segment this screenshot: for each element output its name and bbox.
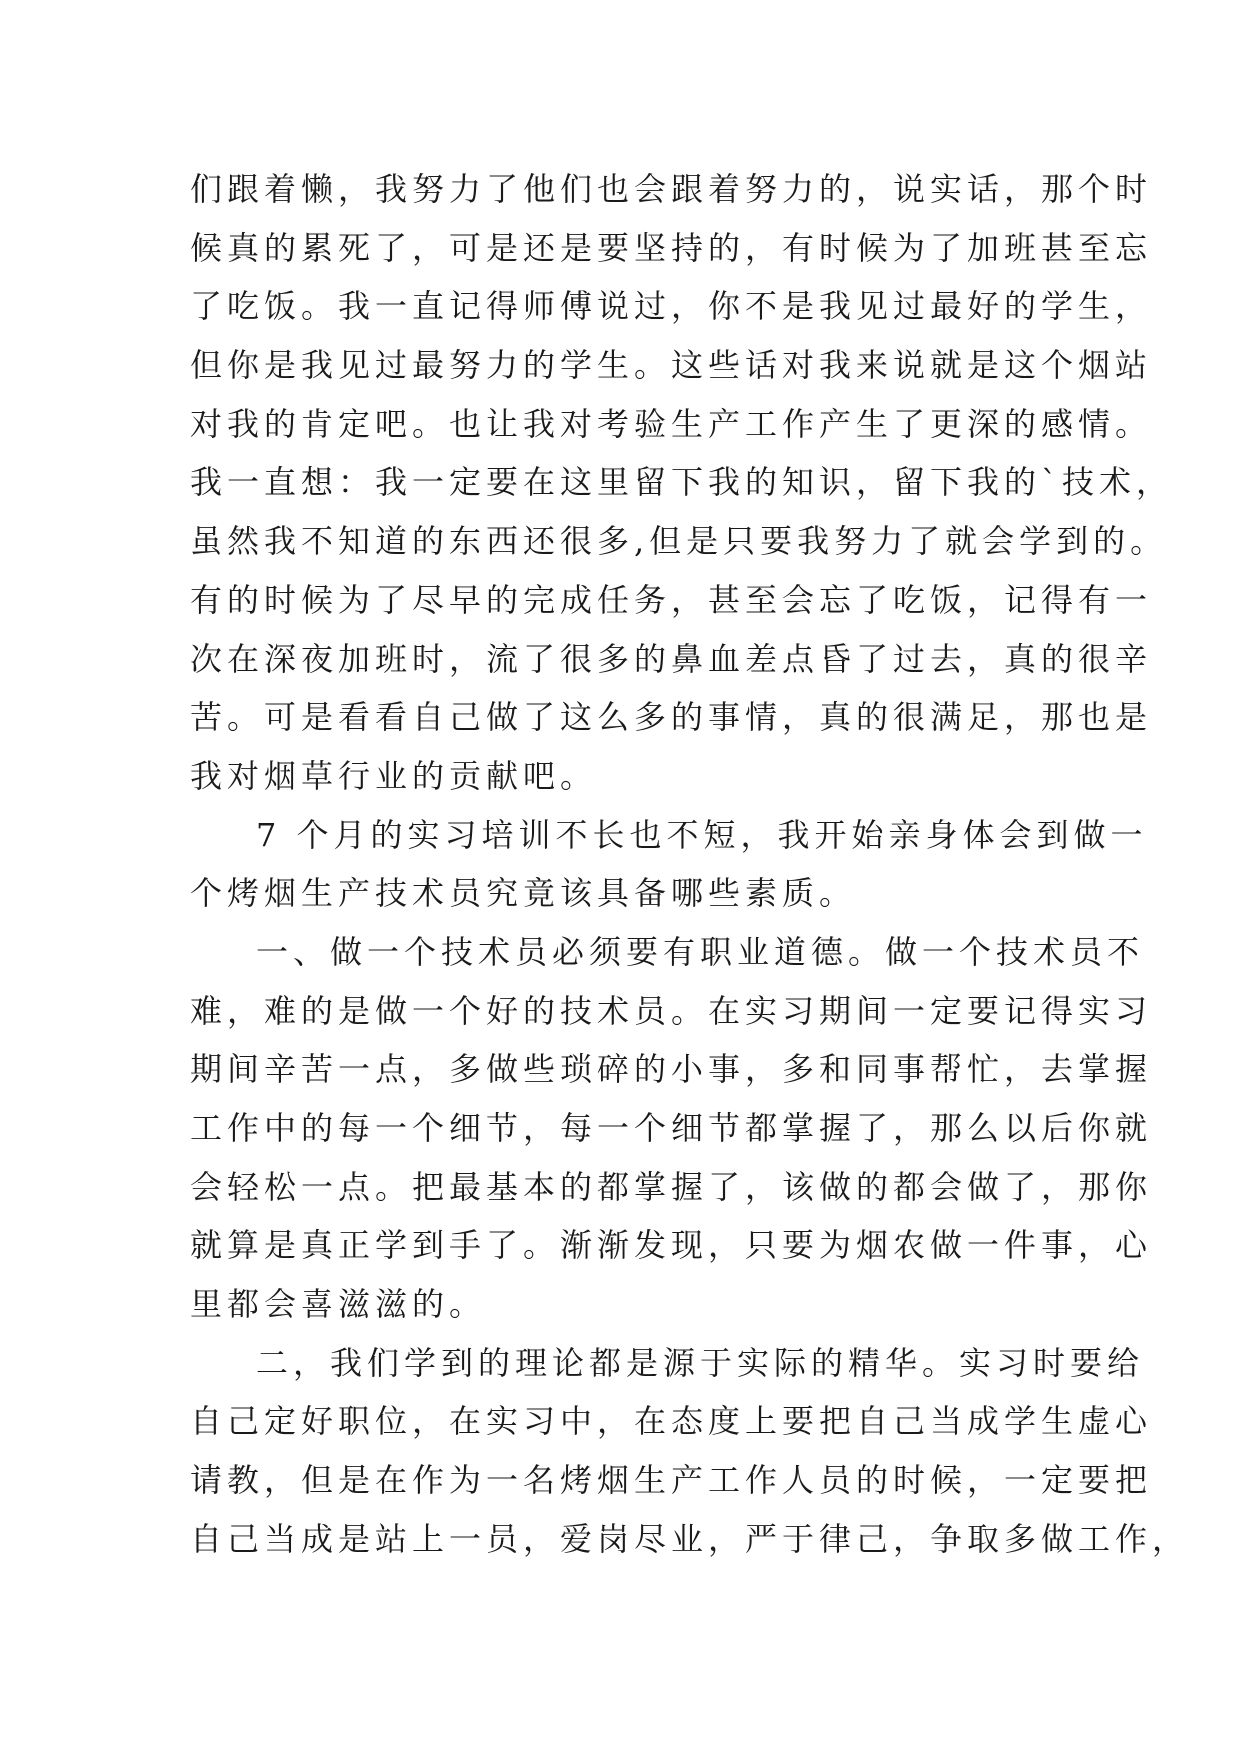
text-line: 自己定好职位，在实习中，在态度上要把自己当成学生虚心 [190, 1402, 1153, 1441]
text-line: 了吃饭。我一直记得师傅说过，你不是我见过最好的学生， [190, 287, 1153, 326]
text-line: 们跟着懒，我努力了他们也会跟着努力的，说实话，那个时 [190, 170, 1153, 208]
text-line: 次在深夜加班时，流了很多的鼻血差点昏了过去，真的很辛 [190, 639, 1153, 678]
text-line: 难，难的是做一个好的技术员。在实习期间一定要记得实习 [190, 991, 1153, 1030]
body-text [190, 160, 1190, 1569]
text-line: 就算是真正学到手了。渐渐发现，只要为烟农做一件事，心 [190, 1226, 1153, 1265]
text-line: 对我的肯定吧。也让我对考验生产工作产生了更深的感情。 [190, 404, 1153, 443]
text-line: 期间辛苦一点，多做些琐碎的小事，多和同事帮忙，去掌握 [190, 1050, 1153, 1089]
paragraph-first-line: 一、做一个技术员必须要有职业道德。做一个技术员不 [256, 932, 1145, 971]
paragraph-first-line: 二，我们学到的理论都是源于实际的精华。实习时要给 [256, 1343, 1145, 1382]
text-line: 里都会喜滋滋的。 [190, 1285, 487, 1324]
text-line: 工作中的每一个细节，每一个细节都掌握了，那么以后你就 [190, 1109, 1153, 1147]
text-line: 会轻松一点。把最基本的都掌握了，该做的都会做了，那你 [190, 1167, 1153, 1206]
text-line: 虽然我不知道的东西还很多,但是只要我努力了就会学到的。 [190, 522, 1168, 561]
text-line: 个烤烟生产技术员究竟该具备哪些素质。 [190, 874, 857, 913]
paragraph-first-line: 7 个月的实习培训不长也不短，我开始亲身体会到做一 [256, 815, 1148, 854]
text-line: 自己当成是站上一员，爱岗尽业，严于律己，争取多做工作， [190, 1519, 1190, 1558]
text-line: 我一直想：我一定要在这里留下我的知识，留下我的`技术， [190, 463, 1174, 502]
text-line: 苦。可是看看自己做了这么多的事情，真的很满足，那也是 [190, 698, 1153, 737]
text-line: 请教，但是在作为一名烤烟生产工作人员的时候，一定要把 [190, 1461, 1153, 1500]
text-line: 候真的累死了，可是还是要坚持的，有时候为了加班甚至忘 [190, 228, 1153, 267]
text-line: 但你是我见过最努力的学生。这些话对我来说就是这个烟站 [190, 346, 1153, 385]
text-line: 我对烟草行业的贡献吧。 [190, 756, 598, 795]
text-line: 有的时候为了尽早的完成任务，甚至会忘了吃饭，记得有一 [190, 580, 1153, 619]
